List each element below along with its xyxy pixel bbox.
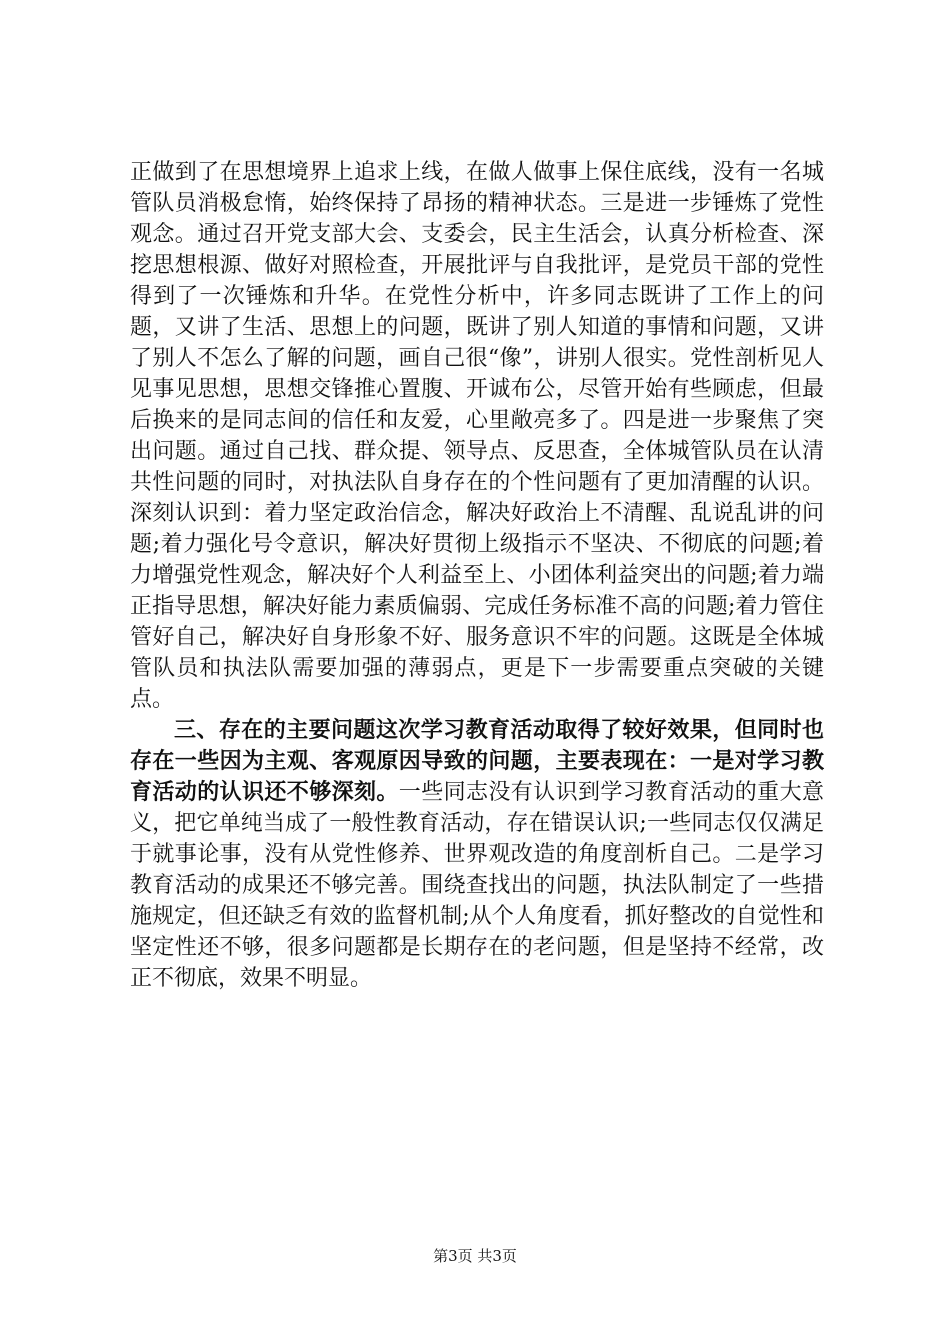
page-footer: 第3页 共3页: [433, 1247, 517, 1265]
paragraph-1: 正做到了在思想境界上追求上线，在做人做事上保住底线，没有一名城管队员消极怠惰，始终保持了昂扬的精神状态。三是进一步锤炼了党性观念。通过召开党支部大会、支委会，民主生活会，认真分析检查、深挖思想根源、做好对照检查，开展批评与自我批评，是党员干部的党性得到了一次锤炼和升华。在党性分析中，许多同志既讲了工作上的问题，又讲了生活、思想上的问题，既讲了别人知道的事情和问题，又讲了别人不怎么了解的问题，画自己很“像”，讲别人很实。党性剖析见人见事见思想，思想交锋推心置腹、开诚布公，尽管开始有些顾虑，但最后换来的是同志间的信任和友爱，心里敞亮多了。四是进一步聚焦了突出问题。通过自己找、群众提、领导点、反思查，全体城管队员在认清共性问题的同时，对执法队自身存在的个性问题有了更加清醒的认识。深刻认识到：着力坚定政治信念，解决好政治上不清醒、乱说乱讲的问题;着力强化号令意识，解决好贯彻上级指示不坚决、不彻底的问题;着力增强党性观念，解决好个人利益至上、小团体利益突出的问题;着力端正指导思想，解决好能力素质偏弱、完成任务标准不高的问题;着力管住管好自己，解决好自身形象不好、服务意识不牢的问题。这既是全体城管队员和执法队需要加强的薄弱点，更是下一步需要重点突破的关键点。: [130, 160, 824, 712]
paragraph-2: [130, 715, 824, 994]
paragraph-2-body: 一些同志没有认识到学习教育活动的重大意义，把它单纯当成了一般性教育活动，存在错误认识;一些同志仅仅满足于就事论事，没有从党性修养、世界观改造的角度剖析自己。二是学习教育活动的成果还不够完善。围绕查找出的问题，执法队制定了一些措施规定，但还缺乏有效的监督机制;从个人角度看，抓好整改的自觉性和坚定性还不够，很多问题都是长期存在的老问题，但是坚持不经常，改正不彻底，效果不明显。: [130, 780, 824, 991]
document-body: [130, 157, 824, 994]
section-heading: 三、存在的主要问题这次学习教育活动取得了较好效果，但同时也存在一些因为主观、客观原因导致的问题，主要表现在：一是对学习教育活动的认识还不够深刻。: [130, 718, 824, 805]
